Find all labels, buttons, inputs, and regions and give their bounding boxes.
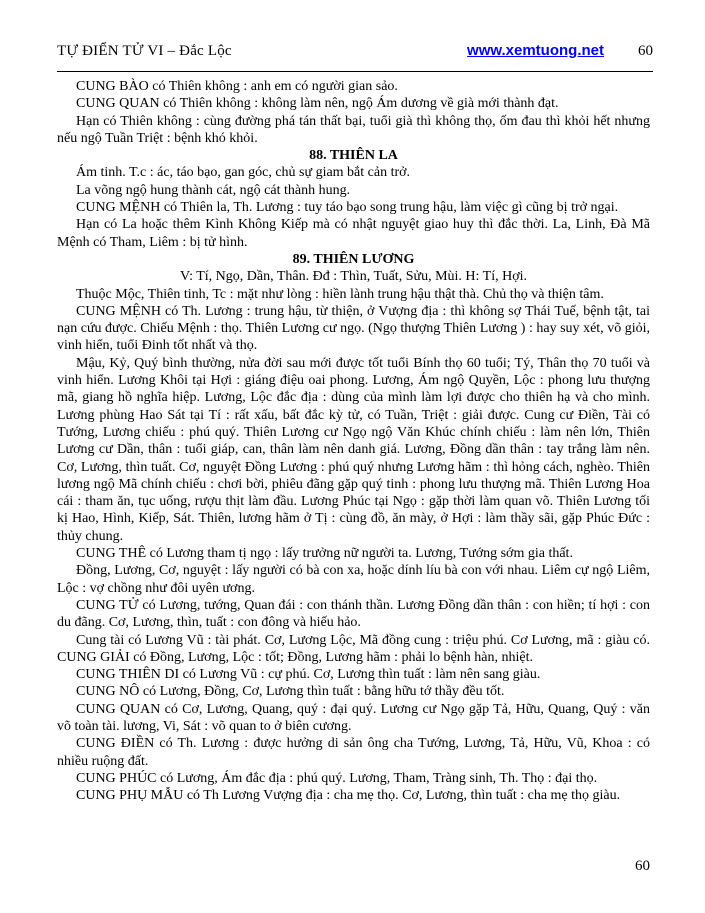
paragraph: Hạn có La hoặc thêm Kình Không Kiếp mà có nhật nguyệt giao huy thì đắc thời. La, Linh, Đà Mã Mệnh có Tham, Liêm : bị tử hình. bbox=[57, 217, 650, 250]
paragraph: Ám tinh. T.c : ác, táo bạo, gan góc, chủ sự giam bắt cản trở. bbox=[76, 165, 411, 181]
paragraph: CUNG THÊ có Lương tham tị ngọ : lấy trưởng nữ người ta. Lương, Tướng sớm gia thất. bbox=[76, 546, 573, 562]
paragraph: Hạn có Thiên không : cùng đường phá tán thất bại, tuổi già thì không thọ, ốm đau thì khỏi hết nhưng nếu ngộ Tuần Triệt : bệnh khó khỏi. bbox=[57, 113, 650, 146]
page-footer bbox=[635, 858, 650, 875]
paragraph: CUNG PHỤ MẪU có Th Lương Vượng địa : cha mẹ thọ. Cơ, Lương, thìn tuất : cha mẹ thọ giàu. bbox=[76, 788, 621, 804]
page-header bbox=[57, 42, 653, 60]
header-page-number: 60 bbox=[638, 43, 653, 59]
paragraph: Cung tài có Lương Vũ : tài phát. Cơ, Lương Lộc, Mã đồng cung : triệu phú. Cơ Lương, mã : giàu có. CUNG GIẢI có Đồng, Lương, Lộc : tốt; Đồng, Lương hãm : phải lo bệnh hàn, nhiệt. bbox=[57, 632, 650, 665]
document-title: TỰ ĐIỂN TỬ VI – Đắc Lộc bbox=[57, 43, 232, 59]
paragraph: CUNG ĐIỀN có Th. Lương : được hưởng di sản ông cha Tướng, Lương, Tả, Hữu, Vũ, Khoa : có nhiều ruộng đất. bbox=[57, 736, 650, 769]
paragraph: CUNG THIÊN DI có Lương Vũ : cự phú. Cơ, Lương thìn tuất : làm nên sang giàu. bbox=[76, 667, 541, 683]
paragraph: Đồng, Lương, Cơ, nguyệt : lấy người có bà con xa, hoặc dính líu bà con với nhau. Liêm cự ngộ Liêm, Lộc : vợ chồng như đôi uyên ương. bbox=[57, 563, 650, 596]
paragraph: CUNG QUAN có Cơ, Lương, Quang, quý : đại quý. Lương cư Ngọ gặp Tả, Hữu, Quang, Quý : văn võ toàn tài. lương, Vi, Sát : võ quan to ở biên cương. bbox=[57, 701, 650, 734]
paragraph: Mậu, Kỷ, Quý bình thường, nửa đời sau mới được tốt tuổi Bính thọ 60 tuổi; Tý, Thân thọ 70 tuổi và vinh hiển. Lương Khôi tại Hợi : giáng điệu oai phong. Lương, Ám ngộ Quyền, Lộc : phong lưu thượng mã, giang hồ nghĩa hiệp. Lương, Lộc đắc địa : dùng của mình làm lợi được cho thiên hạ và cho mình. Lương phùng Hao Sát tại Tí : rất xấu, bất đắc kỳ tử, có Tuần, Triệt : giải được. Cung cư Điền, Tài có Tướng, Lương chiếu : phú quý. Thiên Lương cư Ngọ ngộ Văn Khúc chính chiếu : làm nên lớn, Thiên Lương cư Dần, thân : tuổi giáp, can, thân làm nên danh giá. Lương, Đồng dần thân : tay trắng làm nên. Cơ, Lương, thìn tuất. Cơ, nguyệt Đồng Lương : phú quý nhưng Lương hãm : thì hỏng cách, nghèo. Thiên lương ngộ Mã chính chiếu : chơi bời, phiêu đãng gặp quý tinh : phong lưu thượng mã. Thiên Lương Hoa cái : tham ăn, tục uống, rượu thịt làm đầu. Lương Phúc tại Ngọ : gặp thời làm quan võ. Thiên Lương tối kị Hao, Hình, Kiếp, Sát. Thiên, lương hãm ở Tị : cùng đồ, ăn mày, ở Hợi : làm thầy sãi, gặp Phúc Đức : thủy chung. bbox=[57, 355, 650, 544]
paragraph: CUNG MỆNH có Th. Lương : trung hậu, từ thiện, ở Vượng địa : thì không sợ Thái Tuế, bệnh tật, tai nạn cứu được. Chiếu Mệnh : thọ. Thiên Lương cư ngọ. (Ngọ thượng Thiên Lương ) : hay suy xét, võ giỏi, vinh hiển, tuổi Đinh tốt nhất và thọ. bbox=[57, 303, 650, 354]
paragraph: CUNG BÀO có Thiên không : anh em có người gian sảo. bbox=[76, 79, 398, 94]
paragraph: CUNG PHÚC có Lương, Ám đắc địa : phú quý. Lương, Tham, Tràng sinh, Th. Thọ : đại thọ. bbox=[76, 770, 598, 786]
header-right-group bbox=[467, 42, 653, 60]
footer-page-number: 60 bbox=[635, 858, 650, 874]
paragraph: CUNG MỆNH có Thiên la, Th. Lương : tuy táo bạo song trung hậu, làm việc gì cũng bị trở ngại. bbox=[76, 200, 619, 216]
paragraph: Thuộc Mộc, Thiên tinh, Tc : mặt như lòng : hiền lành trung hậu thật thà. Chủ thọ và thiện tâm. bbox=[76, 286, 604, 302]
paragraph: CUNG QUAN có Thiên không : không làm nên, ngộ Ám dương về già mới thành đạt. bbox=[76, 96, 559, 112]
section-heading: 88. THIÊN LA bbox=[309, 148, 398, 164]
paragraph: CUNG NÔ có Lương, Đồng, Cơ, Lương thìn tuất : bằng hữu tớ thầy đều tốt. bbox=[76, 684, 505, 700]
header-divider bbox=[57, 71, 653, 72]
paragraph: La võng ngộ hung thành cát, ngộ cát thành hung. bbox=[76, 182, 351, 198]
centered-line: V: Tí, Ngọ, Dần, Thân. Đđ : Thìn, Tuất, Sửu, Mùi. H: Tí, Hợi. bbox=[180, 269, 527, 285]
paragraph: CUNG TỬ có Lương, tướng, Quan đái : con thánh thần. Lương Đồng dần thân : con hiền; tí hợi : con du đãng. Cơ, Lương, thìn, tuất : con đông và hiếu hảo. bbox=[57, 597, 650, 631]
website-link[interactable]: www.xemtuong.net bbox=[467, 42, 604, 59]
document-body bbox=[57, 78, 650, 804]
section-heading: 89. THIÊN LƯƠNG bbox=[292, 251, 415, 267]
